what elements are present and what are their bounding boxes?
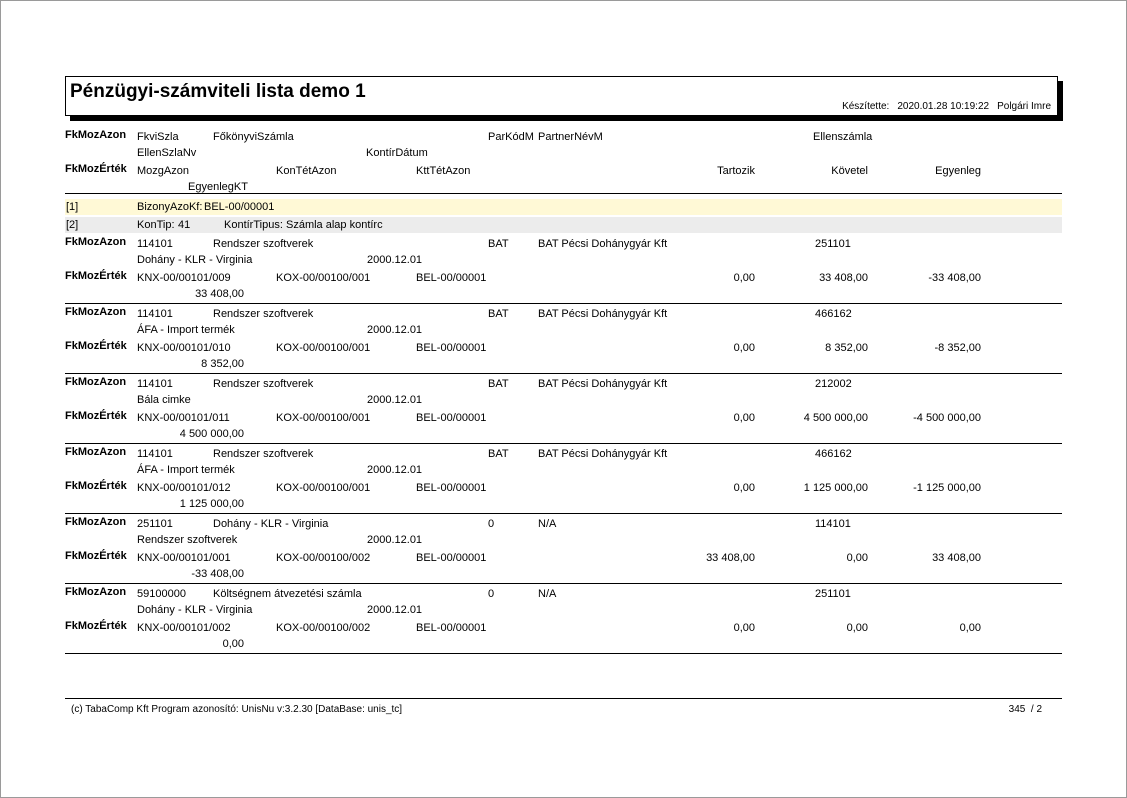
header-kkttetazon: KttTétAzon [416,165,471,177]
record-egyenlegkt: -33 408,00 [191,568,244,580]
record-divider [65,513,1062,514]
record-parkod: BAT [488,448,509,460]
record-egyenleg: -8 352,00 [934,342,981,354]
record-mozgazon: KNX-00/00101/011 [137,412,230,424]
record-fkviszla: 114101 [137,308,173,320]
record-fkviszla: 114101 [137,448,173,460]
record-fokonyviszamla: Rendszer szoftverek [213,448,314,460]
group2-index: [2] [66,219,79,231]
record-mozgazon: KNX-00/00101/002 [137,622,231,634]
record-parkod: BAT [488,238,509,250]
record-egyenleg: -4 500 000,00 [913,412,981,424]
record-divider [65,373,1062,374]
header-fokonyviszamla: FőkönyviSzámla [213,131,294,143]
record-ellenszlanv: ÁFA - Import termék [137,324,235,336]
record-egyenleg: -33 408,00 [928,272,981,284]
footer-divider [65,698,1062,699]
header-egyenlegkt: EgyenlegKT [188,181,248,193]
record-kontetazon: KOX-00/00100/002 [276,552,371,564]
record-mozgazon: KNX-00/00101/009 [137,272,231,284]
record-egyenlegkt: 33 408,00 [195,288,244,300]
record-kontirdatum: 2000.12.01 [367,534,423,546]
record-mozgazon: KNX-00/00101/001 [137,552,231,564]
record-fokonyviszamla: Rendszer szoftverek [213,308,314,320]
record-parkod: 0 [488,588,495,600]
record-kttetazon: BEL-00/00001 [416,412,487,424]
record-ellenszamla: 466162 [815,448,852,460]
report-title: Pénzügyi-számviteli lista demo 1 [70,81,366,102]
record-fkviszla: 114101 [137,238,173,250]
record-label-fkmozertek: FkMozÉrték [65,550,127,562]
record-kontirdatum: 2000.12.01 [367,254,423,266]
record-ellenszlanv: Bála cimke [137,394,191,406]
record-fokonyviszamla: Költségnem átvezetési számla [213,588,362,600]
record-tartozik: 0,00 [733,412,755,424]
record-tartozik: 33 408,00 [706,552,755,564]
header-kovetel: Követel [831,165,868,177]
record-fokonyviszamla: Rendszer szoftverek [213,238,314,250]
record-tartozik: 0,00 [733,272,755,284]
header-divider [65,193,1062,194]
group1-value: BEL-00/00001 [204,201,275,213]
record-tartozik: 0,00 [733,622,755,634]
record-kontetazon: KOX-00/00100/002 [276,622,371,634]
record-partner: BAT Pécsi Dohánygyár Kft [538,308,668,320]
record-label-fkmozazon: FkMozAzon [65,516,127,528]
record-ellenszlanv: ÁFA - Import termék [137,464,235,476]
record-mozgazon: KNX-00/00101/012 [137,482,231,494]
record-divider [65,653,1062,654]
record-kttetazon: BEL-00/00001 [416,482,487,494]
record-kontirdatum: 2000.12.01 [367,604,423,616]
record-fokonyviszamla: Dohány - KLR - Virginia [213,518,329,530]
group1-index: [1] [66,201,79,213]
record-parkod: 0 [488,518,495,530]
record-egyenleg: 33 408,00 [932,552,981,564]
record-kttetazon: BEL-00/00001 [416,622,487,634]
record-kttetazon: BEL-00/00001 [416,342,487,354]
record-label-fkmozazon: FkMozAzon [65,586,127,598]
footer-text: (c) TabaComp Kft Program azonosító: UnisNu v:3.2.30 [DataBase: unis_tc] [71,704,403,715]
header-mozgazon: MozgAzon [137,165,189,177]
record-kttetazon: BEL-00/00001 [416,272,487,284]
record-kontetazon: KOX-00/00100/001 [276,342,371,354]
made-datetime: 2020.01.28 10:19:22 [897,101,990,112]
record-label-fkmozertek: FkMozÉrték [65,270,127,282]
record-ellenszamla: 466162 [815,308,852,320]
record-label-fkmozertek: FkMozÉrték [65,410,127,422]
record-kovetel: 8 352,00 [825,342,868,354]
record-kontirdatum: 2000.12.01 [367,394,423,406]
header-fkmozazon: FkMozAzon [65,129,127,141]
record-egyenlegkt: 1 125 000,00 [179,498,244,510]
report-title-box [65,76,1058,116]
record-tartozik: 0,00 [733,482,755,494]
record-label-fkmozertek: FkMozÉrték [65,340,127,352]
record-divider [65,443,1062,444]
record-label-fkmozazon: FkMozAzon [65,306,127,318]
header-fkmozertek: FkMozÉrték [65,163,127,175]
record-partner: BAT Pécsi Dohánygyár Kft [538,378,668,390]
report-made-info [834,101,1051,112]
record-kontetazon: KOX-00/00100/001 [276,272,371,284]
record-kontetazon: KOX-00/00100/001 [276,412,371,424]
record-partner: N/A [538,588,557,600]
record-kontetazon: KOX-00/00100/001 [276,482,371,494]
group2-kontirtipus: Számla alap kontírc [286,219,383,231]
record-label-fkmozazon: FkMozAzon [65,376,127,388]
record-mozgazon: KNX-00/00101/010 [137,342,231,354]
record-egyenlegkt: 0,00 [222,638,244,650]
header-egyenleg: Egyenleg [935,165,981,177]
record-kontirdatum: 2000.12.01 [367,464,423,476]
record-kovetel: 1 125 000,00 [803,482,868,494]
record-kttetazon: BEL-00/00001 [416,552,487,564]
header-kontirdatum: KontírDátum [366,147,428,159]
record-egyenleg: 0,00 [959,622,981,634]
record-parkod: BAT [488,308,509,320]
record-divider [65,303,1062,304]
record-egyenlegkt: 8 352,00 [201,358,244,370]
header-ellenszamla: Ellenszámla [813,131,873,143]
record-kovetel: 33 408,00 [819,272,868,284]
record-ellenszlanv: Dohány - KLR - Virginia [137,604,253,616]
record-fokonyviszamla: Rendszer szoftverek [213,378,314,390]
record-fkviszla: 251101 [137,518,173,530]
record-kontirdatum: 2000.12.01 [367,324,423,336]
record-parkod: BAT [488,378,509,390]
header-partnernevm: PartnerNévM [538,131,603,143]
record-label-fkmozertek: FkMozÉrték [65,620,127,632]
record-egyenlegkt: 4 500 000,00 [179,428,244,440]
group2-kontip: 41 [178,219,191,231]
header-parkodm: ParKódM [488,131,534,143]
record-label-fkmozazon: FkMozAzon [65,446,127,458]
record-ellenszamla: 251101 [815,588,851,600]
record-fkviszla: 114101 [137,378,173,390]
record-ellenszamla: 114101 [815,518,851,530]
group2-kontirtipus-label: KontírTipus: [224,219,283,231]
record-egyenleg: -1 125 000,00 [913,482,981,494]
record-tartozik: 0,00 [733,342,755,354]
record-kovetel: 4 500 000,00 [803,412,868,424]
record-ellenszlanv: Dohány - KLR - Virginia [137,254,253,266]
header-tartozik: Tartozik [717,165,755,177]
record-partner: N/A [538,518,557,530]
record-label-fkmozertek: FkMozÉrték [65,480,127,492]
group1-label: BizonyAzoKf: [137,201,203,213]
record-partner: BAT Pécsi Dohánygyár Kft [538,238,668,250]
record-kovetel: 0,00 [846,622,868,634]
record-fkviszla: 59100000 [137,588,186,600]
group-band-2 [65,217,1062,233]
record-ellenszlanv: Rendszer szoftverek [137,534,238,546]
record-ellenszamla: 212002 [815,378,852,390]
record-divider [65,583,1062,584]
header-fkviszla: FkviSzla [137,131,179,143]
made-by: Polgári Imre [997,101,1051,112]
made-label: Készítette: [842,101,890,112]
group2-kontip-label: KonTip: [137,219,175,231]
header-kontetazon: KonTétAzon [276,165,337,177]
header-ellenszlanv: EllenSzlaNv [137,147,197,159]
record-partner: BAT Pécsi Dohánygyár Kft [538,448,668,460]
record-ellenszamla: 251101 [815,238,851,250]
page-number: 345 / 2 [1008,704,1042,715]
record-kovetel: 0,00 [846,552,868,564]
record-label-fkmozazon: FkMozAzon [65,236,127,248]
